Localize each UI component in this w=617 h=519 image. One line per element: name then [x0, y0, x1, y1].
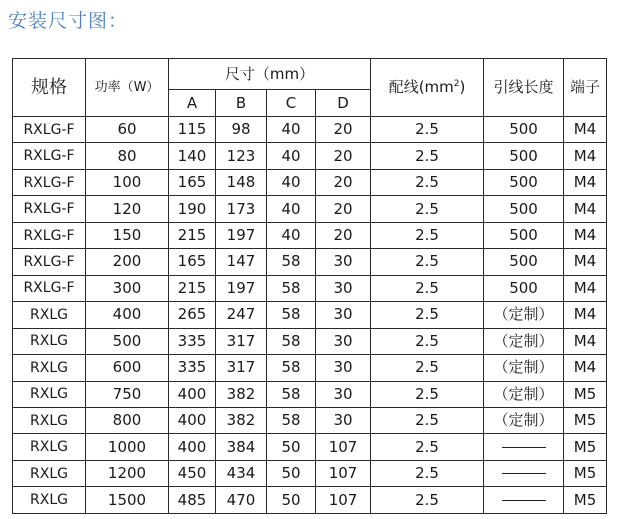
cell-dim-a: 115 — [169, 117, 216, 143]
spec-table — [12, 58, 607, 514]
cell-power: 200 — [86, 249, 169, 275]
cell-dim-c: 58 — [267, 249, 316, 275]
cell-dim-d: 30 — [316, 381, 371, 407]
cell-lead-length: 500 — [484, 249, 564, 275]
cell-power: 800 — [86, 407, 169, 433]
cell-dim-b: 147 — [216, 249, 267, 275]
cell-terminal: M5 — [564, 434, 607, 460]
cell-wire: 2.5 — [371, 381, 484, 407]
header-dim-b: B — [216, 90, 267, 117]
table-row — [13, 460, 607, 486]
cell-dim-c: 58 — [267, 407, 316, 433]
cell-power: 500 — [86, 328, 169, 354]
table-row — [13, 169, 607, 195]
cell-terminal: M4 — [564, 169, 607, 195]
cell-model: RXLG — [13, 434, 86, 460]
cell-lead-length — [484, 487, 564, 514]
cell-dim-b: 123 — [216, 143, 267, 169]
cell-dim-a: 265 — [169, 302, 216, 328]
cell-dim-a: 140 — [169, 143, 216, 169]
cell-dim-a: 335 — [169, 355, 216, 381]
cell-dim-d: 30 — [316, 275, 371, 301]
cell-dim-d: 30 — [316, 249, 371, 275]
cell-dim-b: 317 — [216, 328, 267, 354]
cell-model: RXLG — [13, 460, 86, 486]
cell-dim-b: 197 — [216, 222, 267, 248]
header-model: 规格 — [13, 59, 86, 117]
cell-dim-d: 20 — [316, 196, 371, 222]
cell-dim-b: 382 — [216, 381, 267, 407]
cell-model: RXLG — [13, 487, 86, 514]
cell-dim-a: 400 — [169, 434, 216, 460]
cell-terminal: M4 — [564, 328, 607, 354]
cell-lead-length: 500 — [484, 169, 564, 195]
cell-wire: 2.5 — [371, 407, 484, 433]
cell-dim-b: 384 — [216, 434, 267, 460]
cell-power: 120 — [86, 196, 169, 222]
header-dim-c: C — [267, 90, 316, 117]
cell-terminal: M4 — [564, 196, 607, 222]
cell-dim-a: 215 — [169, 222, 216, 248]
table-row — [13, 434, 607, 460]
cell-dim-c: 40 — [267, 117, 316, 143]
cell-dim-d: 30 — [316, 355, 371, 381]
cell-model: RXLG — [13, 302, 86, 328]
cell-power: 600 — [86, 355, 169, 381]
cell-wire: 2.5 — [371, 143, 484, 169]
cell-terminal: M4 — [564, 143, 607, 169]
cell-lead-length: 500 — [484, 275, 564, 301]
cell-lead-length — [484, 460, 564, 486]
cell-lead-length: （定制） — [484, 381, 564, 407]
table-row — [13, 249, 607, 275]
cell-power: 750 — [86, 381, 169, 407]
cell-dim-d: 30 — [316, 407, 371, 433]
cell-lead-length — [484, 434, 564, 460]
cell-dim-c: 58 — [267, 275, 316, 301]
cell-model: RXLG — [13, 381, 86, 407]
cell-dim-d: 20 — [316, 117, 371, 143]
cell-dim-c: 50 — [267, 460, 316, 486]
cell-dim-b: 197 — [216, 275, 267, 301]
cell-dim-a: 400 — [169, 381, 216, 407]
cell-wire: 2.5 — [371, 460, 484, 486]
table-row — [13, 328, 607, 354]
cell-lead-length: （定制） — [484, 407, 564, 433]
cell-dim-d: 20 — [316, 222, 371, 248]
cell-terminal: M4 — [564, 222, 607, 248]
cell-dim-b: 382 — [216, 407, 267, 433]
dash-line-icon — [502, 473, 546, 474]
cell-terminal: M4 — [564, 355, 607, 381]
cell-terminal: M5 — [564, 460, 607, 486]
cell-power: 300 — [86, 275, 169, 301]
cell-dim-d: 20 — [316, 169, 371, 195]
cell-model: RXLG-F — [13, 143, 86, 169]
cell-wire: 2.5 — [371, 355, 484, 381]
cell-lead-length: 500 — [484, 117, 564, 143]
dash-line-icon — [502, 447, 546, 448]
header-dim-d: D — [316, 90, 371, 117]
cell-dim-d: 30 — [316, 328, 371, 354]
cell-dim-b: 434 — [216, 460, 267, 486]
cell-dim-d: 107 — [316, 434, 371, 460]
table-row — [13, 355, 607, 381]
cell-wire: 2.5 — [371, 275, 484, 301]
header-wire: 配线$(mm^2)$ — [371, 59, 484, 117]
cell-dim-a: 450 — [169, 460, 216, 486]
cell-dim-c: 40 — [267, 222, 316, 248]
cell-dim-c: 40 — [267, 143, 316, 169]
cell-model: RXLG-F — [13, 222, 86, 248]
header-terminal: 端子 — [564, 59, 607, 117]
cell-model: RXLG — [13, 407, 86, 433]
cell-dim-b: 173 — [216, 196, 267, 222]
cell-lead-length: 500 — [484, 196, 564, 222]
cell-dim-c: 50 — [267, 487, 316, 514]
cell-model: RXLG-F — [13, 249, 86, 275]
header-lead-length: 引线长度 — [484, 59, 564, 117]
table-row — [13, 222, 607, 248]
cell-dim-a: 335 — [169, 328, 216, 354]
cell-lead-length: 500 — [484, 143, 564, 169]
table-row — [13, 143, 607, 169]
cell-dim-c: 58 — [267, 355, 316, 381]
cell-dim-a: 165 — [169, 249, 216, 275]
table-row — [13, 196, 607, 222]
cell-power: 100 — [86, 169, 169, 195]
cell-dim-c: 58 — [267, 381, 316, 407]
table-body — [13, 117, 607, 514]
header-power: 功率（W） — [86, 59, 169, 117]
cell-terminal: M4 — [564, 275, 607, 301]
cell-power: 60 — [86, 117, 169, 143]
table-row — [13, 302, 607, 328]
cell-dim-c: 50 — [267, 434, 316, 460]
header-dim-a: A — [169, 90, 216, 117]
cell-wire: 2.5 — [371, 487, 484, 514]
cell-wire: 2.5 — [371, 328, 484, 354]
cell-wire: 2.5 — [371, 169, 484, 195]
cell-dim-c: 58 — [267, 302, 316, 328]
cell-dim-c: 40 — [267, 196, 316, 222]
cell-power: 400 — [86, 302, 169, 328]
cell-dim-a: 165 — [169, 169, 216, 195]
cell-dim-a: 485 — [169, 487, 216, 514]
table-row — [13, 275, 607, 301]
cell-dim-b: 148 — [216, 169, 267, 195]
cell-lead-length: （定制） — [484, 328, 564, 354]
cell-power: 150 — [86, 222, 169, 248]
page-title: 安装尺寸图： — [8, 10, 129, 32]
dash-line-icon — [502, 500, 546, 501]
cell-model: RXLG-F — [13, 117, 86, 143]
cell-dim-d: 107 — [316, 460, 371, 486]
cell-dim-c: 40 — [267, 169, 316, 195]
cell-power: 1200 — [86, 460, 169, 486]
cell-dim-d: 107 — [316, 487, 371, 514]
cell-model: RXLG-F — [13, 169, 86, 195]
cell-dim-d: 30 — [316, 302, 371, 328]
header-dimensions: 尺寸（mm） — [169, 59, 371, 90]
cell-wire: 2.5 — [371, 196, 484, 222]
cell-dim-a: 215 — [169, 275, 216, 301]
cell-dim-a: 190 — [169, 196, 216, 222]
cell-dim-a: 400 — [169, 407, 216, 433]
cell-model: RXLG — [13, 328, 86, 354]
cell-dim-b: 247 — [216, 302, 267, 328]
cell-dim-b: 470 — [216, 487, 267, 514]
cell-terminal: M5 — [564, 381, 607, 407]
cell-lead-length: 500 — [484, 222, 564, 248]
table-row — [13, 117, 607, 143]
table-row — [13, 407, 607, 433]
cell-lead-length: （定制） — [484, 355, 564, 381]
cell-dim-d: 20 — [316, 143, 371, 169]
table-row — [13, 487, 607, 514]
cell-model: RXLG-F — [13, 275, 86, 301]
cell-wire: 2.5 — [371, 302, 484, 328]
cell-power: 1000 — [86, 434, 169, 460]
cell-lead-length: （定制） — [484, 302, 564, 328]
cell-model: RXLG-F — [13, 196, 86, 222]
table-row — [13, 381, 607, 407]
cell-power: 80 — [86, 143, 169, 169]
cell-wire: 2.5 — [371, 249, 484, 275]
cell-terminal: M4 — [564, 117, 607, 143]
cell-wire: 2.5 — [371, 117, 484, 143]
cell-terminal: M5 — [564, 407, 607, 433]
cell-terminal: M4 — [564, 302, 607, 328]
cell-wire: 2.5 — [371, 434, 484, 460]
cell-terminal: M4 — [564, 249, 607, 275]
cell-terminal: M5 — [564, 487, 607, 514]
cell-wire: 2.5 — [371, 222, 484, 248]
cell-dim-b: 98 — [216, 117, 267, 143]
cell-power: 1500 — [86, 487, 169, 514]
cell-model: RXLG — [13, 355, 86, 381]
cell-dim-c: 58 — [267, 328, 316, 354]
cell-dim-b: 317 — [216, 355, 267, 381]
